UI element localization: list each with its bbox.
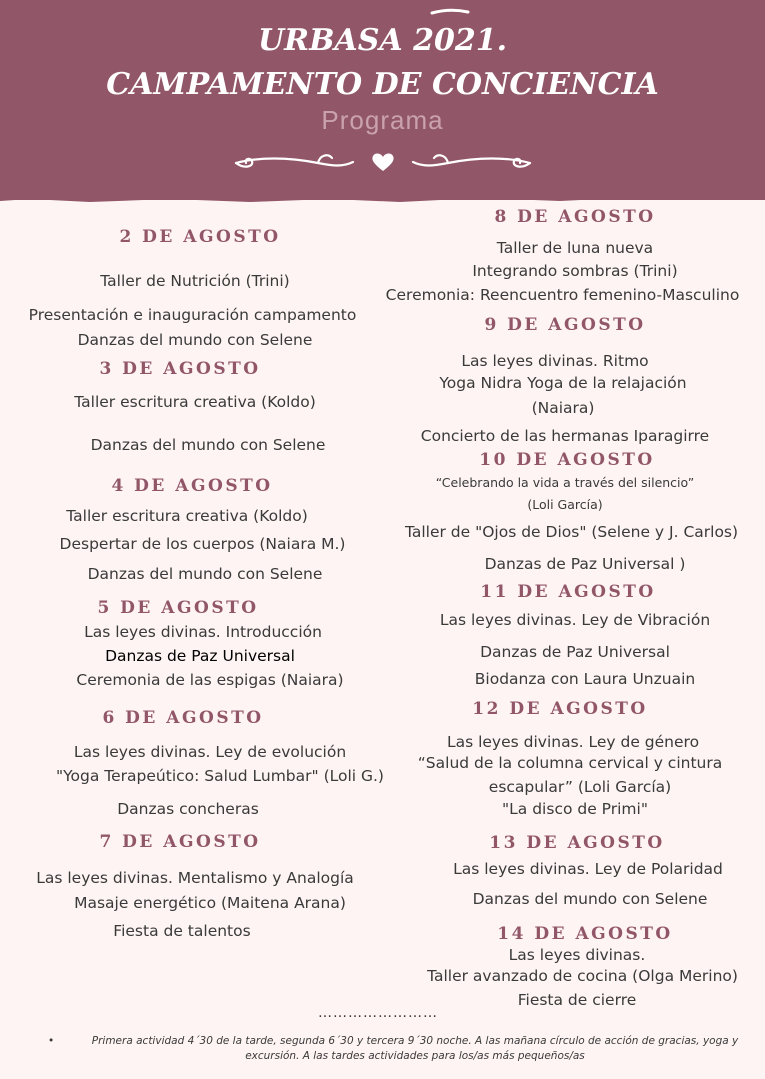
activity: Las leyes divinas. Ley de evolución <box>73 743 347 761</box>
day-heading: 5 DE AGOSTO <box>97 598 259 618</box>
activity: Fiesta de talentos <box>113 922 251 940</box>
subtitle: Programa <box>321 105 444 135</box>
heart-icon <box>372 153 393 171</box>
activity: Concierto de las hermanas Iparagirre <box>420 427 710 445</box>
day-heading: 9 DE AGOSTO <box>484 315 646 335</box>
activity: Danzas de Paz Universal <box>480 643 670 661</box>
torn-paper-edge <box>0 180 765 210</box>
activity: Danzas del mundo con Selene <box>472 890 708 908</box>
activity: Las leyes divinas. Ritmo <box>461 352 649 370</box>
day-heading: 11 DE AGOSTO <box>480 582 656 602</box>
activity: Danzas concheras <box>117 800 259 818</box>
day-heading: 6 DE AGOSTO <box>102 708 264 728</box>
title-line-1: URBASA 2021. <box>257 23 508 58</box>
activity: Despertar de los cuerpos (Naiara M.) <box>59 535 346 553</box>
activity: Taller de Nutrición (Trini) <box>100 272 290 290</box>
activity: Las leyes divinas. Ley de Vibración <box>439 611 711 629</box>
day-heading: 4 DE AGOSTO <box>111 476 273 496</box>
bullet-icon: • <box>48 1035 55 1047</box>
activity: (Loli García) <box>527 497 603 512</box>
day-heading: 12 DE AGOSTO <box>472 699 648 719</box>
activity: Las leyes divinas. <box>508 946 646 964</box>
activity: Integrando sombras (Trini) <box>472 262 678 280</box>
activity: “Celebrando la vida a través del silencio” <box>435 475 695 490</box>
activity: Masaje energético (Maitena Arana) <box>74 894 346 912</box>
activity: Yoga Nidra Yoga de la relajación <box>439 374 687 392</box>
day-heading: 8 DE AGOSTO <box>494 207 656 227</box>
day-heading: 3 DE AGOSTO <box>99 359 261 379</box>
day-heading: 7 DE AGOSTO <box>99 832 261 852</box>
footnote-text: Primera actividad 4´30 de la tarde, segunda 6´30 y tercera 9´30 noche. A las mañana círculo de acción de gracias, yoga y excursión. A las tardes actividades para los/as más pequeños/as <box>91 1035 739 1062</box>
activity: Las leyes divinas. Ley de género <box>446 733 700 751</box>
dotted-separator: …………………… <box>318 1005 438 1021</box>
title-line-2: CAMPAMENTO DE CONCIENCIA <box>106 67 659 102</box>
day-heading: 2 DE AGOSTO <box>119 227 281 247</box>
activity: Danzas de Paz Universal ) <box>484 555 686 573</box>
activity: Las leyes divinas. Mentalismo y Analogía <box>36 869 354 887</box>
activity: escapular” (Loli García) <box>488 778 672 796</box>
heart-flourish-ornament <box>228 145 538 177</box>
activity: Danzas del mundo con Selene <box>90 436 326 454</box>
activity: “Salud de la columna cervical y cintura <box>417 754 723 772</box>
activity: Taller escritura creativa (Koldo) <box>66 507 308 525</box>
activity: Fiesta de cierre <box>517 991 637 1009</box>
day-heading: 10 DE AGOSTO <box>479 450 655 470</box>
activity: Las leyes divinas. Introducción <box>84 623 322 641</box>
brush-stroke-decoration <box>430 8 470 16</box>
activity: Danzas del mundo con Selene <box>87 565 323 583</box>
day-heading: 13 DE AGOSTO <box>489 833 665 853</box>
activity: Ceremonia de las espigas (Naiara) <box>76 671 344 689</box>
activity: "La disco de Primi" <box>502 800 648 818</box>
day-heading: 14 DE AGOSTO <box>497 924 673 944</box>
activity: Biodanza con Laura Unzuain <box>474 670 696 688</box>
activity: Danzas del mundo con Selene <box>77 331 313 349</box>
activity: Ceremonia: Reencuentro femenino-Masculino <box>385 286 740 304</box>
activity: Taller de luna nueva <box>496 239 654 257</box>
activity: Danzas de Paz Universal <box>105 647 295 665</box>
activity: Taller avanzado de cocina (Olga Merino) <box>427 967 738 985</box>
activity: Taller de "Ojos de Dios" (Selene y J. Carlos) <box>404 523 739 541</box>
activity: (Naiara) <box>531 399 595 417</box>
activity: Las leyes divinas. Ley de Polaridad <box>453 860 723 878</box>
activity: "Yoga Terapeútico: Salud Lumbar" (Loli G.) <box>56 767 384 785</box>
activity: Taller escritura creativa (Koldo) <box>74 393 316 411</box>
activity: Presentación e inauguración campamento <box>28 306 357 324</box>
